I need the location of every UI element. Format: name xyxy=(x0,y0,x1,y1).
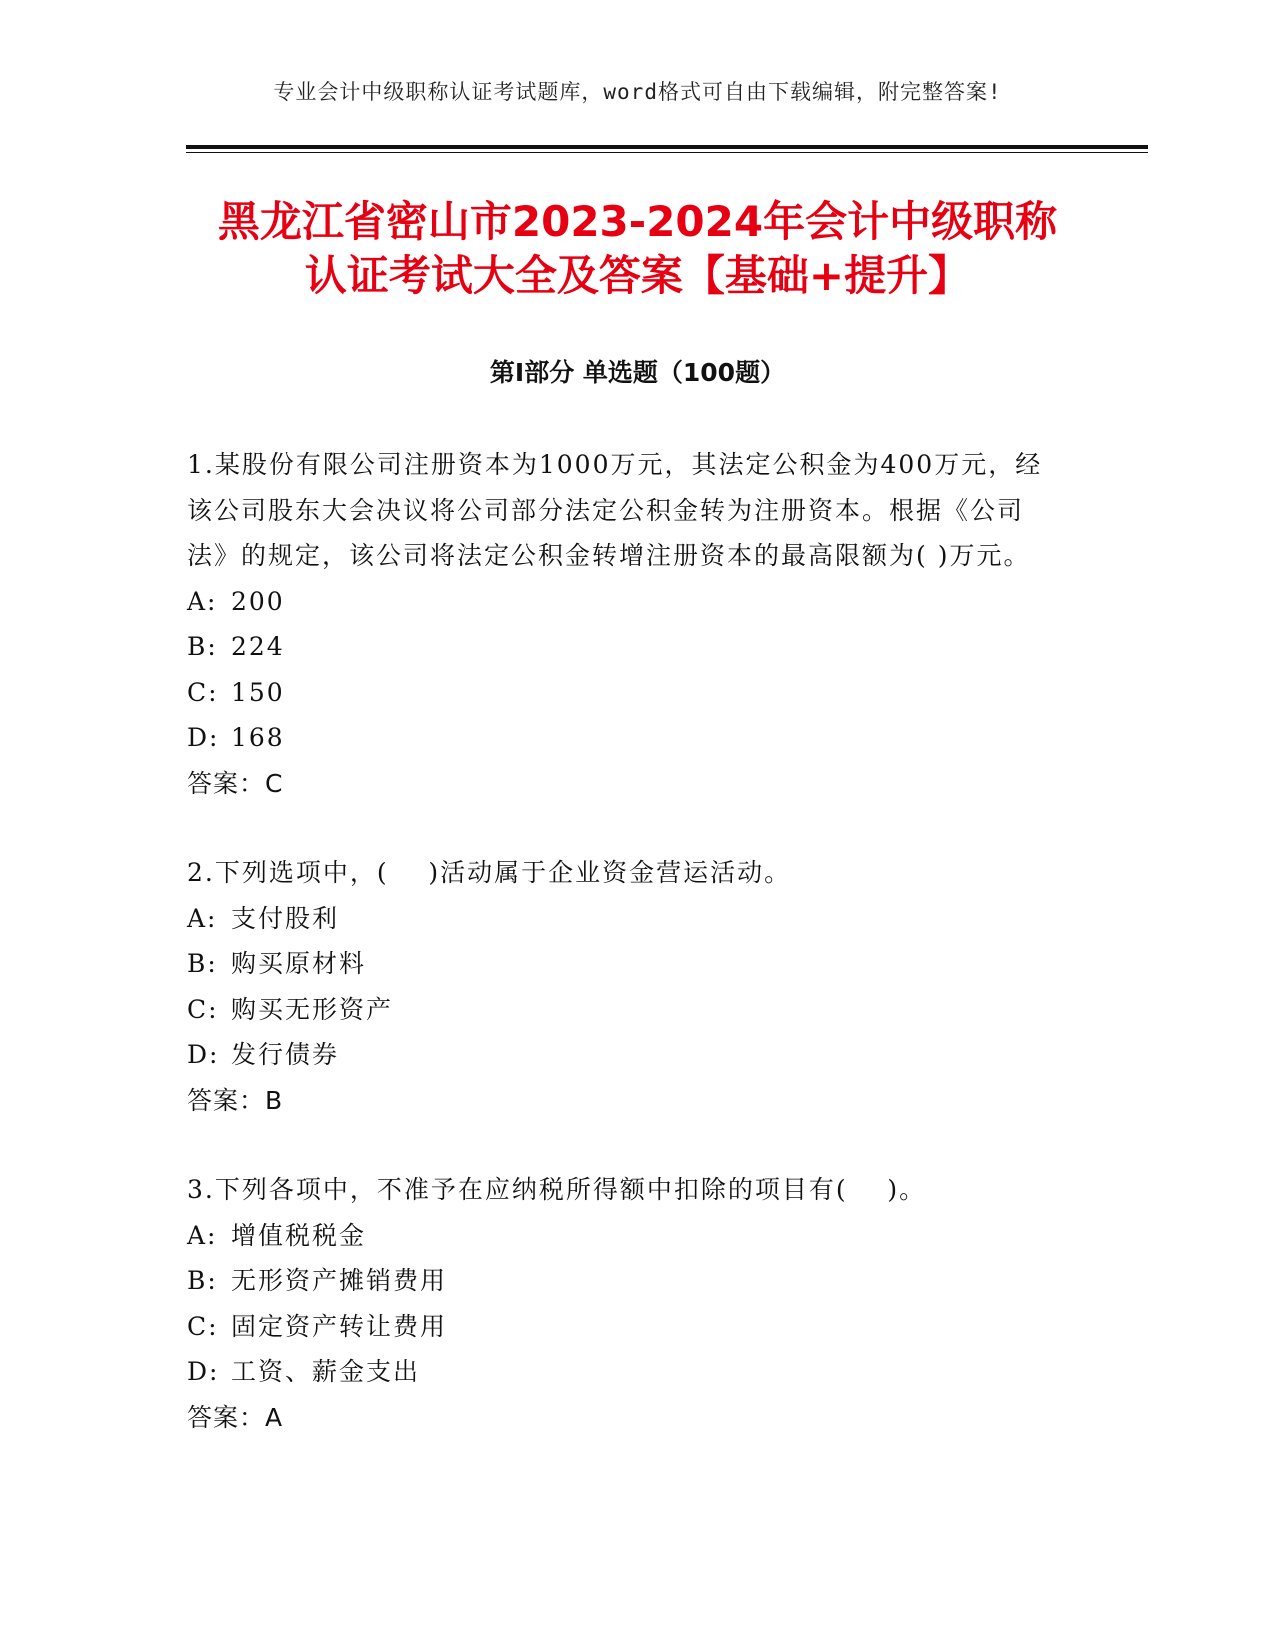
option-a xyxy=(187,896,1057,942)
answer-line: 答案：C xyxy=(187,768,284,798)
option-text: 200 xyxy=(231,586,285,616)
option-key: D: xyxy=(187,723,220,752)
option-key: C: xyxy=(187,994,219,1024)
document-title-line-1: 黑龙江省密山市2023-2024年会计中级职称 xyxy=(217,197,1058,246)
option-b xyxy=(187,624,1057,670)
option-c xyxy=(187,1304,1057,1350)
option-key: C: xyxy=(187,1311,219,1341)
option-a xyxy=(187,1213,1057,1259)
header-rule-thick xyxy=(186,145,1148,149)
option-d xyxy=(187,1032,1057,1078)
option-b xyxy=(187,1258,1057,1304)
answer-line: 答案：B xyxy=(187,1085,284,1115)
option-c xyxy=(187,670,1057,716)
option-key: A: xyxy=(187,903,218,933)
header-note: 专业会计中级职称认证考试题库，word格式可自由下载编辑，附完整答案! xyxy=(273,80,1002,104)
option-c xyxy=(187,987,1057,1033)
document-title xyxy=(150,195,1125,303)
option-text: 支付股利 xyxy=(231,903,340,933)
option-d xyxy=(187,715,1057,761)
question-stem: 1.某股份有限公司注册资本为1000万元，其法定公积金为400万元，经该公司股东大会决议将公司部分法定公积金转为注册资本。根据《公司法》的规定，该公司将法定公积金转增注册资本的最高限额为( )万元。 xyxy=(187,450,1043,570)
option-a xyxy=(187,579,1057,625)
option-key: D: xyxy=(187,1357,220,1386)
option-key: C: xyxy=(187,677,219,707)
option-key: B: xyxy=(187,1266,218,1295)
document-title-line-2: 认证考试大全及答案【基础+提升】 xyxy=(304,251,971,300)
option-key: B: xyxy=(187,949,218,978)
option-text: 150 xyxy=(231,677,285,707)
section-heading: 第Ⅰ部分 单选题（100题） xyxy=(489,358,786,387)
option-b xyxy=(187,941,1057,987)
option-key: A: xyxy=(187,586,218,616)
question-list xyxy=(187,442,1057,1484)
question-stem: 3.下列各项中，不准予在应纳税所得额中扣除的项目有( )。 xyxy=(187,1175,927,1204)
option-d xyxy=(187,1349,1057,1395)
option-text: 工资、薪金支出 xyxy=(231,1357,421,1386)
option-text: 发行债券 xyxy=(231,1040,340,1069)
option-text: 无形资产摊销费用 xyxy=(231,1266,448,1295)
option-key: A: xyxy=(187,1220,218,1250)
option-text: 固定资产转让费用 xyxy=(231,1311,448,1341)
option-text: 224 xyxy=(231,632,285,661)
question-2 xyxy=(187,850,1057,1123)
option-text: 购买无形资产 xyxy=(231,994,394,1024)
question-stem: 2.下列选项中，( )活动属于企业资金营运活动。 xyxy=(187,858,792,887)
answer-line: 答案：A xyxy=(187,1402,284,1432)
option-text: 168 xyxy=(231,723,285,752)
option-key: B: xyxy=(187,632,218,661)
question-3 xyxy=(187,1167,1057,1440)
header-rule-thin xyxy=(186,152,1148,153)
option-text: 购买原材料 xyxy=(231,949,367,978)
question-1 xyxy=(187,442,1057,806)
option-key: D: xyxy=(187,1040,220,1069)
option-text: 增值税税金 xyxy=(231,1220,367,1250)
